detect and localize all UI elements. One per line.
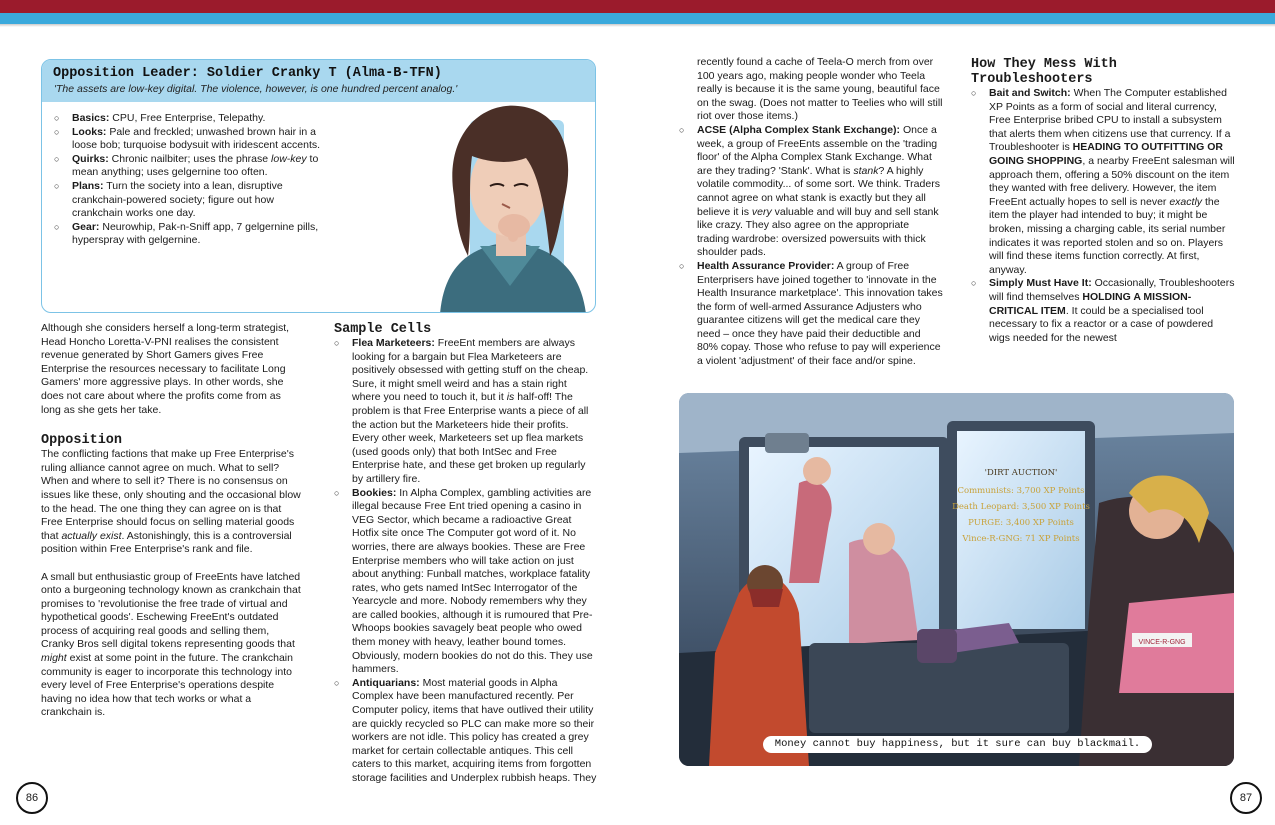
- top-blue-band: [0, 13, 1275, 24]
- auction-line-1: Communists: 3,700 XP Points: [957, 486, 1085, 496]
- right-page-column-2: [971, 57, 1235, 345]
- continued-paragraph: recently found a cache of Teela-O merch from over 100 years ago, making people wonder who Teela really is because it is the same young, beautiful face on the swag. (Does not matter to Teelies who will still riot over those items.): [697, 56, 943, 123]
- sample-cells-list-continued: [679, 124, 943, 369]
- body-paragraph: A small but enthusiastic group of FreeEnts have latched onto a burgeoning technology known as crankchain that promises to 'revolutionise the free trade of virtual and hypothetical goods'. Eschewing FreeEnt's outdated process of acquiring real goods and selling them, Cranky Bros sell digital tokens representing goods that might exist at some point in the future. The crankchain community is eager to incorporate this technology into every level of Free Enterprise's operations despite having no idea how that tech works or what a crankchain is.: [41, 570, 301, 719]
- npc-sidebar-box: [41, 59, 596, 313]
- stat-gear: ○ Gear: Neurowhip, Pak-n-Sniff app, 7 gelgernine pills, hyperspray with gelgernine.: [54, 221, 324, 248]
- left-column: [41, 322, 303, 720]
- right-page-column-1: [679, 56, 943, 369]
- auction-line-2: Death Leopard: 3,500 XP Points: [952, 502, 1090, 512]
- sidebar-quote: 'The assets are low-key digital. The violence, however, is one hundred percent analog.': [54, 83, 458, 95]
- section-heading-sample-cells: Sample Cells: [334, 322, 432, 337]
- name-badge-text: VINCE-R-GNG: [1138, 639, 1186, 646]
- cell-flea-marketeers: ○ Flea Marketeers: FreeEnt members are always looking for a bargain but Flea Marketeers are positively obsessed with getting stuff on the cheap. Sure, it might smell weird and has a stain right where you need to touch it, but it is half-off! The problem is that Free Enterprise wants a piece of all the action but the Marketeers hide their profits. Every other week, Marketeers set up flea markets (used goods only) that both IntSec and Free Enterprise hate, and these get broken up regularly by artillery fire.: [334, 337, 598, 487]
- auction-line-4: Vince-R-GNG: 71 XP Points: [962, 534, 1080, 544]
- body-paragraph: Although she considers herself a long-term strategist, Head Honcho Loretta-V-PNI realises the consistent revenue generated by Short Gamers gives Free Enterprise the resources necessary to facilitate Long Gamers' more aggressive plays. In other words, she does not care about where the profits come from as long as she gets her take.: [41, 322, 290, 416]
- illustration-art: [679, 393, 1234, 766]
- stat-plans: ○ Plans: Turn the society into a lean, disruptive crankchain-powered society; figure out how crankchain works one day.: [54, 180, 324, 221]
- auction-screen-title: 'DIRT AUCTION': [984, 468, 1058, 478]
- cranky-portrait-illustration: [410, 96, 596, 313]
- mess-simply-must-have-it: ○ Simply Must Have It: Occasionally, Troubleshooters will find themselves HOLDING A MISSION-CRITICAL ITEM. It could be a specialised tool necessary to fix a reactor or a case of powdered wigs needed for the newest: [971, 277, 1235, 345]
- band-shadow: [0, 24, 1275, 27]
- cell-health-assurance-provider: ○ Health Assurance Provider: A group of Free Enterprisers have joined together to 'innovate in the Health Insurance marketplace'. This innovation takes the form of well-armed Assurance Adjusters who guarantee citizens will get the medical care they need – once they have paid their deductible and 80% copay. Those who refuse to pay will experience a violent 'adjustment' of their face and/or spine.: [679, 260, 943, 369]
- illustration-caption: Money cannot buy happiness, but it sure can buy blackmail.: [763, 736, 1152, 753]
- auction-line-3: PURGE: 3,400 XP Points: [968, 518, 1074, 528]
- page-number-left: 86: [16, 782, 48, 814]
- dirt-auction-illustration: [679, 393, 1234, 766]
- section-heading-opposition: Opposition: [41, 433, 123, 449]
- cell-antiquarians: ○ Antiquarians: Most material goods in Alpha Complex have been manufactured recently. Per Computer policy, items that have outlived their utility are quickly recycled so PLC can make more so their workers are not idle. This policy has created a grey market for certain collectable antiques. This cell caters to this market, acquiring items from forgotten storage facilities and Underplex rubbish heaps. They: [334, 677, 598, 786]
- section-heading-mess-with-troubleshooters: How They Mess With Troubleshooters: [971, 57, 1117, 87]
- cell-bookies: ○ Bookies: In Alpha Complex, gambling activities are illegal because Free Ent tried opening a casino in VEG Sector, which became a radioactive Great Hotfix site once The Computer got word of it. No worries, there are always bookies. These are Free Enterprise members who will take action on just about anything: Funball matches, workplace fatality rates, who gets named IntSec Interrogator of the Yearcycle and more. Nobody remembers why they are called bookies, although it is rumoured that Pre-Whoops bookies savagely beat people who owed them money with heavy, leather bound tomes. Obviously, modern bookies do not do this. They use hammers.: [334, 487, 598, 677]
- stat-quirks: ○ Quirks: Chronic nailbiter; uses the phrase low-key to mean anything; uses gelgernine too often.: [54, 153, 324, 180]
- mess-bait-and-switch: ○ Bait and Switch: When The Computer established XP Points as a form of social and literal currency, Free Enterprise bribed CPU to install a subsystem that alerts them when citizens use that currency. If a Troubleshooter is HEADING TO OUTFITTING OR GOING SHOPPING, a nearby FreeEnt salesman will approach them, offering a 50% discount on the item they wanted with free delivery. However, the item FreeEnt actually hopes to sell is never exactly the item the player had intended to buy; it might be broken, missing a charging cable, its serial number indicates it was reported stolen and so on. Players will find these items function correctly. At first, anyway.: [971, 87, 1235, 277]
- body-paragraph: The conflicting factions that make up Free Enterprise's ruling alliance cannot agree on much. What to sell? When and where to sell it? There is no consensus on issues like these, only shouting and the occasional blow to the head. The one thing they can agree on is that Free Enterprise should focus on selling material goods that actually exist. Astonishingly, this is a controversial position within Free Enterprise's rank and file.: [41, 448, 301, 556]
- stat-looks: ○ Looks: Pale and freckled; unwashed brown hair in a loose bob; turquoise bodysuit with iridescent accents.: [54, 126, 324, 153]
- top-red-band: [0, 0, 1275, 13]
- sidebar-stat-list: [54, 112, 324, 248]
- stat-basics: ○ Basics: CPU, Free Enterprise, Telepathy.: [54, 112, 324, 126]
- page-number-right: 87: [1230, 782, 1262, 814]
- sidebar-title: Opposition Leader: Soldier Cranky T (Alma-B-TFN): [53, 66, 442, 81]
- cell-acse: ○ ACSE (Alpha Complex Stank Exchange): Once a week, a group of FreeEnts assemble on the 'trading floor' of the Alpha Complex Stank Exchange. What are they trading? 'Stank'. What is stank? A highly volatile commodity... of some sort. We think. Traders cannot agree on what stank is exactly but they all believe it is very valuable and will buy and sell stank like crazy. They also agree on the appropriate trading wardrobe: oversized powersuits with thick shoulder pads.: [679, 124, 943, 260]
- mess-list: [971, 87, 1235, 345]
- middle-column: [334, 322, 598, 786]
- sample-cells-list: [334, 337, 598, 786]
